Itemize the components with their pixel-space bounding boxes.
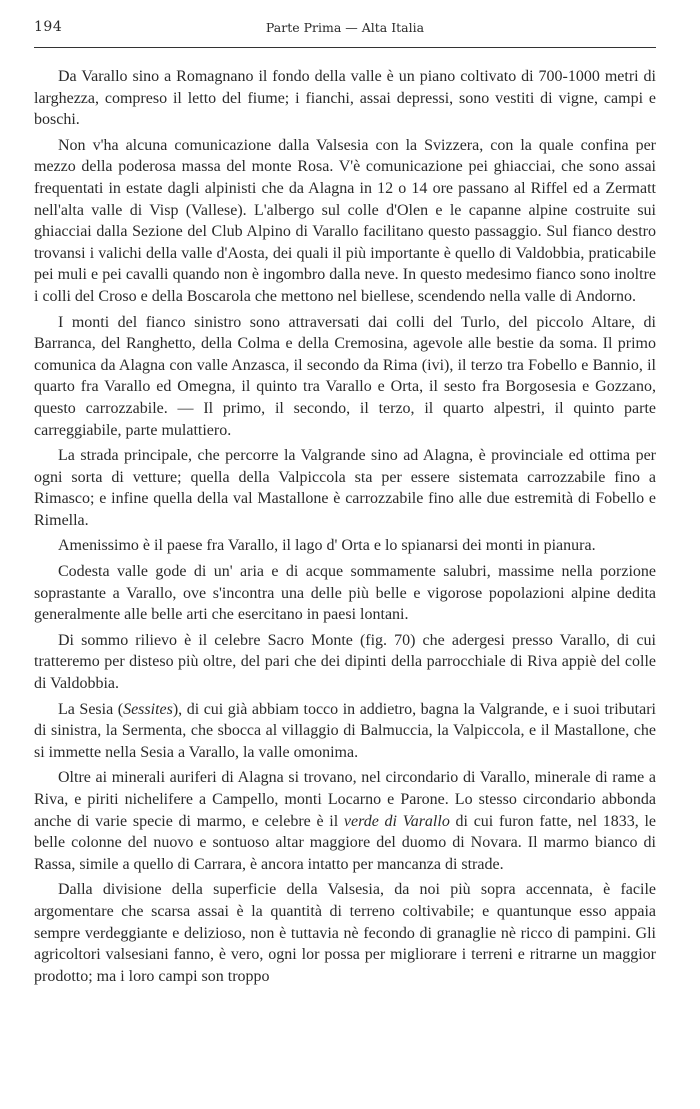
paragraph [34,767,656,875]
paragraph-text: ), di cui già abbiam tocco in addietro, bagna la Valgrande, e i suoi tributari di sinistra, la Sermenta, che sbocca al villaggio di Balmuccia, la Valpiccola, e il Mastallone, che si immette nella Sesia a Varallo, la valle omonima. [34,700,656,761]
paragraph: Non v'ha alcuna comunicazione dalla Valsesia con la Svizzera, con la quale confina per mezzo della poderosa massa del monte Rosa. V'è comunicazione pei ghiacciai, che sono assai frequentati in estate dagli alpinisti che da Alagna in 12 o 14 ore passano al Riffel ed a Zermatt nell'alta valle di Visp (Vallese). L'albergo sul colle d'Olen e le capanne alpine costruite sui ghiacciai dalla Sezione del Club Alpino di Varallo facilitano questo passaggio. Sul fianco destro trovansi i valichi della valle d'Aosta, dei quali il più importante è quello di Valdobbia, praticabile pei muli e pei cavalli quando non è ingombro dalla neve. In questo medesimo fianco sono inoltre i colli del Croso e della Boscarola che mettono nel biellese, scendendo nella valle di Andorno. [34,136,656,305]
paragraph: Dalla divisione della superficie della Valsesia, da noi più sopra accennata, è facile argomentare che scarsa assai è la quantità di terreno coltivabile; e quantunque esso appaia sempre verdeggiante e delizioso, non è tuttavia nè fecondo di granaglie nè ricco di pampini. Gli agricoltori valsesiani fanno, è vero, ogni lor possa per migliorare i terreni e ritrarne un maggior prodotto; ma i loro campi son troppo [34,881,656,985]
italic-term: verde di Varallo [343,812,450,830]
paragraph: Di sommo rilievo è il celebre Sacro Monte (fig. 70) che adergesi presso Varallo, di cui tratteremo per disteso più oltre, del pari che dei dipinti della parrocchiale di Riva appiè del colle di Valdobbia. [34,631,656,693]
paragraph: Codesta valle gode di un' aria e di acque sommamente salubri, massime nella porzione soprastante a Varallo, ove s'incontra una delle più belle e vigorose popolazioni alpine dedita generalmente alle belle arti che esercitano in paesi lontani. [34,563,656,624]
page-number: 194 [34,19,63,35]
page-header [34,16,656,40]
paragraph: Amenissimo è il paese fra Varallo, il lago d' Orta e lo spianarsi dei monti in pianura. [58,537,596,555]
paragraph: La strada principale, che percorre la Valgrande sino ad Alagna, è provinciale ed ottima per ogni sorta di vetture; quella della Valpiccola sta per essere sistemata carrozzabile fino a Rimasco; e infine quella della val Mastallone è carrozzabile fino alle due estremità di Fobello e Rimella. [34,447,656,529]
paragraph-text: di cui furon fatte, nel 1833, le belle colonne del nuovo e sontuoso altar maggiore del duomo di Novara. Il marmo bianco di Rassa, simile a quello di Carrara, è ancora intatto per mancanza di strade. [34,812,656,873]
italic-term: Sessites [123,700,173,718]
paragraph: I monti del fianco sinistro sono attraversati dai colli del Turlo, del piccolo Altare, di Barranca, del Ranghetto, della Colma e della Cremosina, agevole alle bestie da soma. Il primo comunica da Alagna con valle Anzasca, il secondo da Rima (ivi), il terzo tra Fobello e Bannio, il quarto fra Varallo ed Omegna, il quinto tra Varallo e Orta, il sesto fra Borgosesia e Gozzano, questo carrozzabile. — Il primo, il secondo, il terzo, il quarto alpestri, il quinto parte carreggiabile, parte mulattiero. [34,313,656,439]
paragraph [34,699,656,764]
header-rule [34,47,656,48]
running-head: Parte Prima — Alta Italia [265,20,425,35]
paragraph-text: Oltre ai minerali auriferi di Alagna si trovano, nel circondario di Varallo, minerale di rame a Riva, e piriti nichelifere a Campello, monti Locarno e Parone. Lo stesso circondario abbonda anche di varie specie di marmo, e celebre è il [34,769,656,830]
paragraph-text: La Sesia ( [58,700,124,718]
paragraph: Da Varallo sino a Romagnano il fondo della valle è un piano coltivato di 700-1000 metri di larghezza, compreso il letto del fiume; i fianchi, assai depressi, sono vestiti di vigne, campi e boschi. [34,68,656,129]
body-text [34,66,656,991]
